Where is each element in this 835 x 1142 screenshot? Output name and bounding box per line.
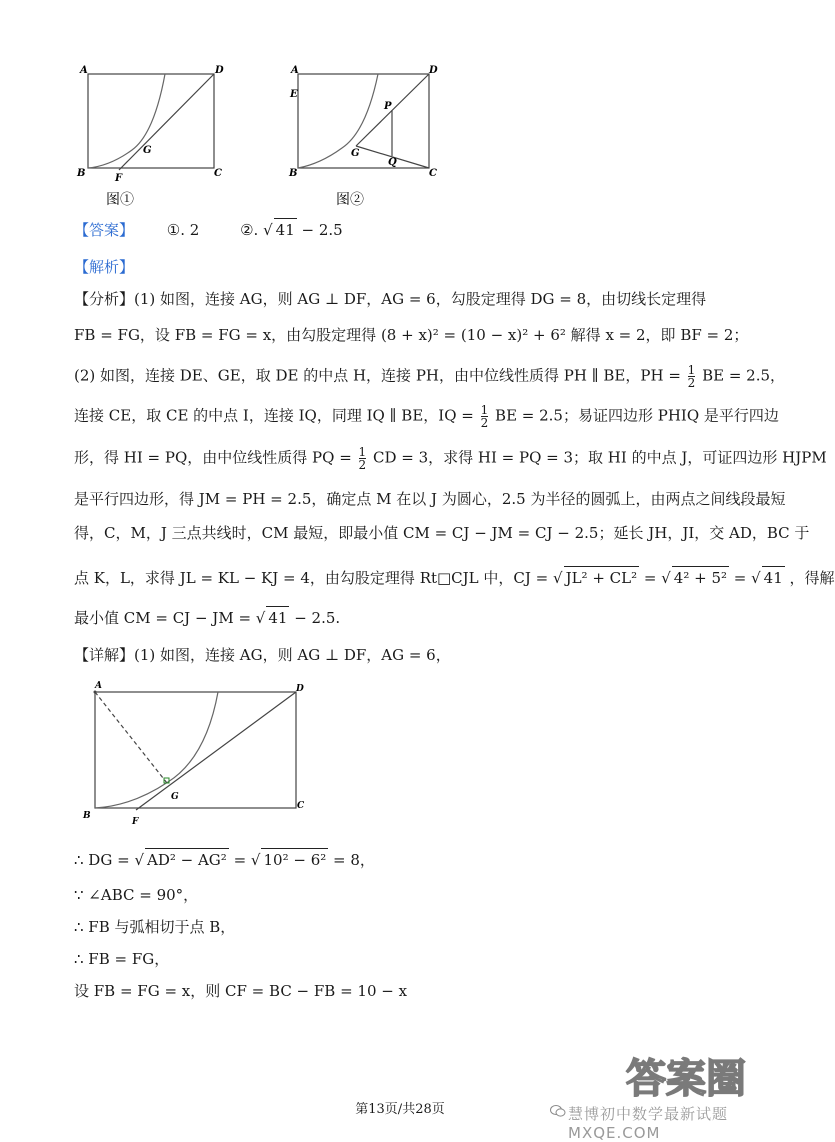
figure-3 [80, 680, 320, 830]
label-d: D [296, 684, 304, 694]
label-d: D [215, 65, 224, 76]
page-footer: 第13页/共28页 [355, 1102, 445, 1117]
label-g: G [351, 148, 360, 159]
fraction-half: $\frac{1}{2}$ [687, 363, 696, 390]
fenxi-line-2: FB = FG，设 FB = FG = x，由勾股定理得 (8 + x)² = (10 − x)² + 6² 解得 x = 2，即 BF = 2； [74, 326, 749, 344]
line-df [136, 692, 296, 810]
fenxi-line-4 [74, 404, 779, 429]
answer-tag: 【答案】 [74, 221, 135, 239]
fenxi-line-5a: 形，得 HI = PQ，由中位线性质得 PQ = [74, 448, 352, 467]
watermark-logo [622, 1052, 780, 1102]
label-a: A [95, 681, 102, 691]
detail-line-3: ∵ ∠ABC = 90°， [74, 886, 199, 904]
fenxi-line-8a: 点 K，L，求得 JL = KL − KJ = 4，由勾股定理得 Rt□CJL 中，CJ = [74, 569, 549, 587]
detail-line-2a: ∴ DG = [74, 851, 130, 869]
fenxi-line-6: 是平行四边形，得 JM = PH = 2.5，确定点 M 在以 J 为圆心，2.5 为半径的圆弧上，由两点之间线段最短 [74, 490, 786, 508]
radical-jl-cl: JL² + CL² [564, 566, 640, 589]
fenxi-line-8: 点 K，L，求得 JL = KL − KJ = 4，由勾股定理得 Rt□CJL 中，CJ = √ JL² + CL² = √ 4² + 5² = √ 41 ，得解 [74, 566, 835, 589]
figure-1 [74, 64, 234, 214]
label-d: D [429, 65, 438, 76]
detail-line-6: 设 FB = FG = x，则 CF = BC − FB = 10 − x [74, 982, 408, 1000]
fenxi-line-3a: (2) 如图，连接 DE、GE，取 DE 的中点 H，连接 PH，由中位线性质得 PH ∥ BE，PH = [74, 366, 681, 385]
detail-line-1: 【详解】(1) 如图，连接 AG，则 AG ⊥ DF，AG = 6， [74, 646, 451, 664]
radical-10-6: 10² − 6² [261, 848, 328, 871]
radical-41: 41 [266, 606, 289, 629]
fenxi-line-5 [74, 446, 827, 471]
label-b: B [289, 168, 298, 179]
fenxi-line-7: 得，C，M，J 三点共线时，CM 最短，即最小值 CM = CJ − JM = CJ − 2.5；延长 JH，JI，交 AD，BC 于 [74, 524, 810, 542]
label-g: G [171, 792, 179, 802]
label-p: P [384, 101, 392, 112]
radical-4-5: 4² + 5² [672, 566, 729, 589]
radical-ad-ag: AD² − AG² [145, 848, 229, 871]
label-q: Q [388, 157, 397, 168]
label-f: F [132, 817, 139, 827]
arc-ag [88, 74, 165, 168]
label-b: B [77, 168, 86, 179]
fenxi-line-9: 最小值 CM = CJ − JM = √ 41 − 2.5. [74, 606, 340, 629]
label-a: A [80, 65, 88, 76]
detail-line-5: ∴ FB = FG， [74, 950, 170, 968]
fraction-half: $\frac{1}{2}$ [480, 403, 489, 430]
detail-line-2: ∴ DG = √ AD² − AG² = √ 10² − 6² = 8， [74, 848, 375, 871]
rectangle-abcd [95, 692, 296, 808]
figure-1-caption: 图① [106, 192, 134, 208]
answer-2-radicand: 41 [274, 218, 297, 241]
line-ag-dashed [95, 692, 167, 783]
label-c: C [429, 168, 437, 179]
line-df [119, 74, 214, 170]
fenxi-line-1: 【分析】(1) 如图，连接 AG，则 AG ⊥ DF，AG = 6，勾股定理得 DG = 8，由切线长定理得 [74, 290, 707, 308]
arc [95, 692, 218, 808]
label-a: A [291, 65, 299, 76]
figure-2 [286, 64, 446, 214]
fenxi-line-9a: 最小值 CM = CJ − JM = [74, 609, 252, 627]
fenxi-line-4a: 连接 CE，取 CE 的中点 I，连接 IQ，同理 IQ ∥ BE，IQ = [74, 406, 474, 425]
answer-1: ①. 2 [166, 221, 200, 239]
fenxi-line-8b: ，得解 [789, 569, 835, 587]
fraction-half: $\frac{1}{2}$ [358, 445, 367, 472]
label-f: F [115, 173, 123, 184]
label-c: C [297, 801, 305, 811]
fenxi-line-5b: CD = 3，求得 HI = PQ = 3；取 HI 的中点 J，可证四边形 HJPM [372, 448, 827, 467]
radical-41: 41 [762, 566, 785, 589]
fenxi-line-3 [74, 364, 785, 389]
label-c: C [214, 168, 222, 179]
answer-line: 【答案】 ①. 2 ②. √ 41 − 2.5 [74, 218, 343, 241]
detail-line-4: ∴ FB 与弧相切于点 B， [74, 918, 236, 936]
watermark-text: 慧博初中数学最新试题 MXQE.COM [568, 1105, 729, 1142]
fenxi-line-3b: BE = 2.5， [702, 366, 786, 385]
analysis-tag: 【解析】 [74, 258, 135, 276]
arc [298, 74, 378, 168]
fenxi-line-4b: BE = 2.5；易证四边形 PHIQ 是平行四边 [495, 406, 779, 425]
fenxi-line-9b: − 2.5. [294, 609, 341, 627]
figure-2-caption: 图② [336, 192, 364, 208]
label-g: G [143, 145, 152, 156]
label-b: B [83, 811, 91, 821]
answer-2-label: ②. [240, 221, 259, 239]
answer-2-tail: − 2.5 [301, 221, 343, 239]
label-e: E [290, 89, 298, 100]
svg-text:答案圈: 答案圈 [626, 1056, 746, 1102]
